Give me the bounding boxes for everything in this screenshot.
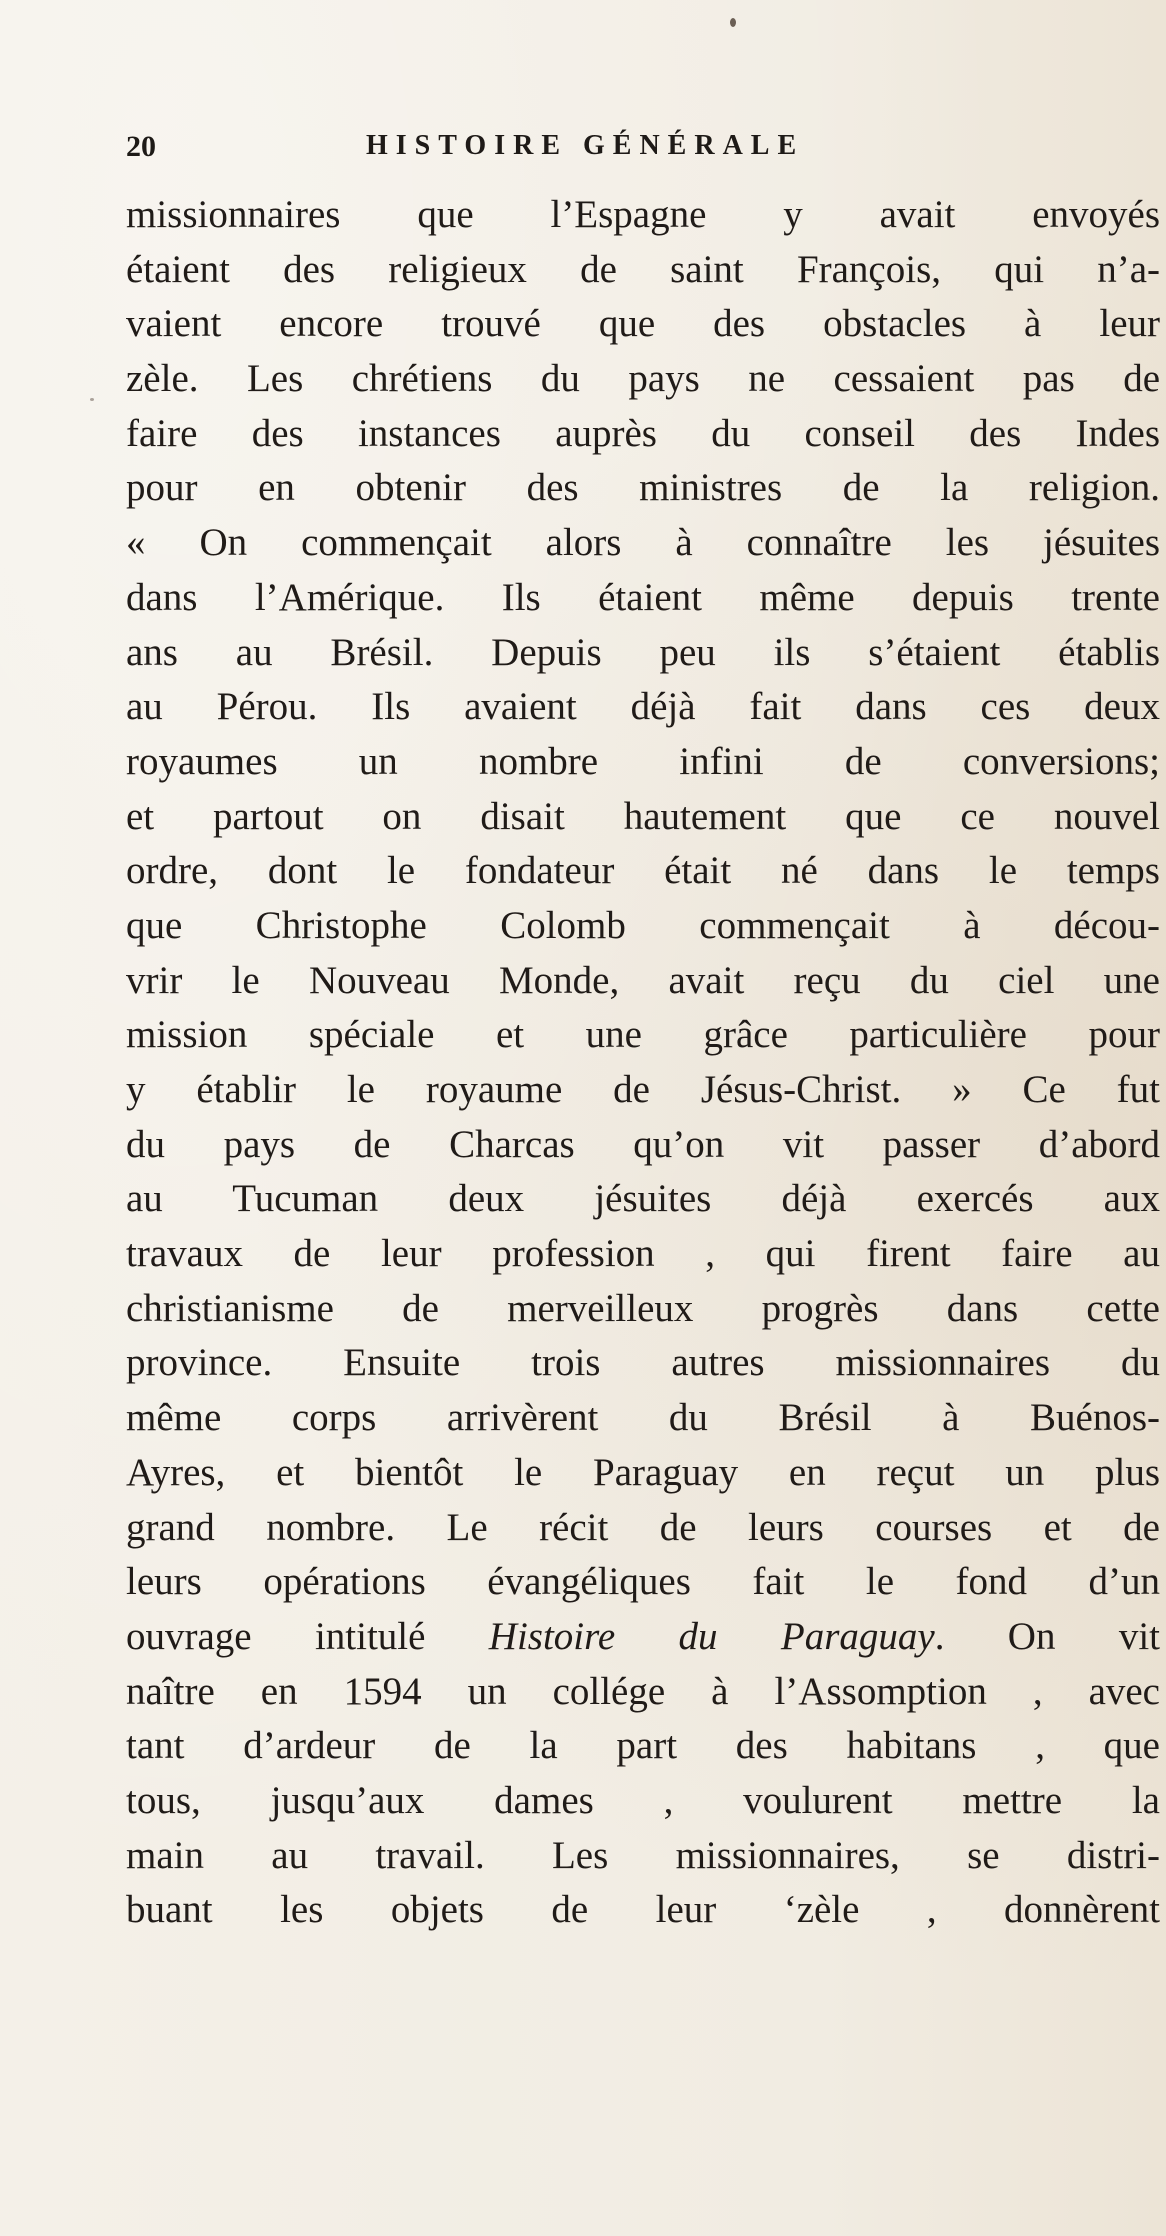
text-line: christianisme de merveilleux progrès dans cette [126,1286,1160,1330]
text-line: royaumes un nombre infini de conversions; [126,739,1160,783]
text-line: même corps arrivèrent du Brésil à Buénos- [126,1396,1160,1440]
text-line: zèle. Les chrétiens du pays ne cessaient pas de [126,357,1160,401]
text-line: dans l’Amérique. Ils étaient même depuis trente [126,575,1160,619]
text-line: naître en 1594 un collége à l’Assomption , avec [126,1669,1160,1713]
text-line: grand nombre. Le récit de leurs courses et de [126,1505,1160,1549]
text-line: tant d’ardeur de la part des habitans , que [126,1724,1160,1768]
text-segment: ouvrage intitulé [126,1614,489,1658]
ink-speck [730,18,736,27]
text-line: faire des instances auprès du conseil des Indes [126,411,1160,455]
page-header [126,130,1126,180]
text-line: tous, jusqu’aux dames , voulurent mettre la [126,1778,1160,1822]
text-line: Ayres, et bientôt le Paraguay en reçut un plus [126,1450,1160,1494]
text-line: et partout on disait hautement que ce nouvel [126,794,1160,838]
ink-speck [90,398,94,401]
text-line: pour en obtenir des ministres de la religion. [126,466,1160,510]
text-line: leurs opérations évangéliques fait le fond d’un [126,1560,1160,1604]
text-line: du pays de Charcas qu’on vit passer d’abord [126,1122,1160,1166]
body-text [126,188,1160,1938]
text-line: que Christophe Colomb commençait à décou- [126,903,1160,947]
book-title: Histoire du Paraguay [488,1614,935,1658]
text-line: « On commençait alors à connaître les jésuites [126,521,1160,565]
running-title: HISTOIRE GÉNÉRALE [366,130,805,161]
text-line: étaient des religieux de saint François, qui n’a- [126,247,1160,291]
text-line: buant les objets de leur ‘zèle , donnèrent [126,1888,1160,1932]
text-line: travaux de leur profession , qui firent faire au [126,1232,1160,1276]
text-line: main au travail. Les missionnaires, se distri- [126,1833,1160,1877]
text-line: vaient encore trouvé que des obstacles à leur [126,302,1160,346]
text-line: au Tucuman deux jésuites déjà exercés aux [126,1177,1160,1221]
text-line: missionnaires que l’Espagne y avait envoyés [126,193,1160,236]
text-line: au Pérou. Ils avaient déjà fait dans ces deux [126,685,1160,729]
text-line: ordre, dont le fondateur était né dans le temps [126,849,1160,893]
text-line: y établir le royaume de Jésus-Christ. » Ce fut [126,1068,1160,1111]
text-line: mission spéciale et une grâce particulière pour [126,1013,1160,1057]
text-line: ans au Brésil. Depuis peu ils s’étaient établis [126,630,1160,674]
text-segment: . On vit [934,1614,1160,1658]
text-line: vrir le Nouveau Monde, avait reçu du ciel une [126,958,1160,1002]
text-line-with-title [126,1610,1160,1665]
text-line: province. Ensuite trois autres missionnaires du [126,1341,1160,1385]
page-number: 20 [126,130,156,163]
